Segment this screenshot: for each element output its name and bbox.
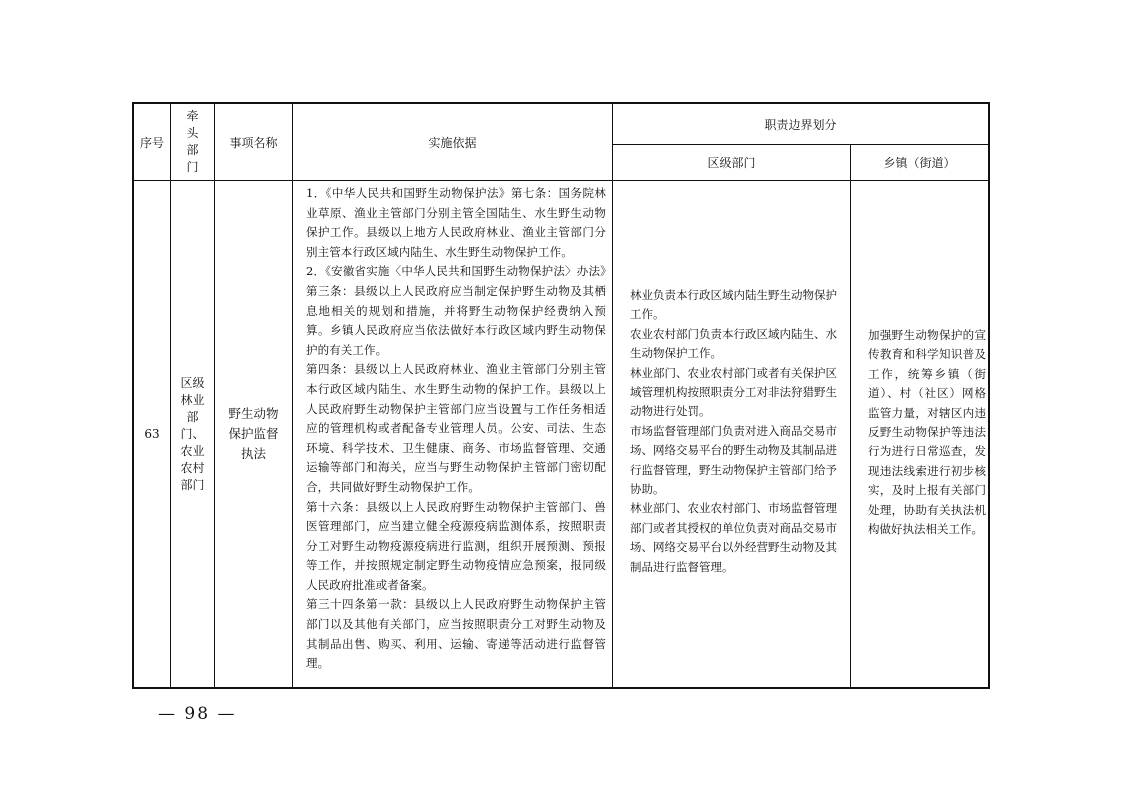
district-paragraph: 林业负责本行政区域内陆生野生动物保护工作。 [630, 288, 837, 322]
header-town: 乡镇（街道） [883, 156, 956, 170]
row-district [622, 286, 850, 577]
col-divider [612, 104, 613, 687]
responsibility-table [132, 102, 990, 689]
header-item: 事项名称 [229, 135, 278, 150]
basis-paragraph: 第三十四条第一款：县级以上人民政府野生动物保护主管部门以及其他有关部门，应当按照职责分工对野生动物及其制品出售、购买、利用、运输、寄递等活动进行监督管理。 [306, 597, 606, 671]
basis-paragraph: 1．《中华人民共和国野生动物保护法》第七条：国务院林业草原、渔业主管部门分别主管全国陆生、水生野生动物保护工作。县级以上地方人民政府林业、渔业主管部门分别主管本行政区域内陆生、水生野生动物保护工作。 [306, 186, 606, 259]
row-basis [300, 184, 612, 674]
district-paragraph: 市场监督管理部门负责对进入商品交易市场、网络交易平台的野生动物及其制品进行监督管理，野生动物保护主管部门给予协助。 [630, 423, 837, 497]
district-paragraph: 农业农村部门负责本行政区域内陆生、水生动物保护工作。 [630, 326, 837, 361]
page-number: — 98 — [158, 704, 237, 724]
row-dept: 区级林业部门、农业农村部门 [180, 375, 205, 492]
row-item: 野生动物保护监督执法 [228, 406, 279, 461]
col-divider [850, 144, 851, 687]
district-paragraph: 林业部门、农业农村部门、市场监督管理部门或者其授权的单位负责对商品交易市场、网络交易平台以外经营野生动物及其制品进行监督管理。 [630, 501, 837, 574]
header-dept: 牵头部门 [186, 109, 199, 174]
header-basis: 实施依据 [428, 135, 477, 150]
header-seq: 序号 [139, 135, 164, 150]
district-paragraph: 林业部门、农业农村部门或者有关保护区域管理机构按照职责分工对非法狩猎野生动物进行处罚。 [630, 365, 837, 419]
header-district: 区级部门 [707, 156, 756, 170]
header-boundary: 职责边界划分 [764, 117, 837, 132]
basis-paragraph: 2．《安徽省实施〈中华人民共和国野生动物保护法〉办法》第三条：县级以上人民政府应当制定保护野生动物及其栖息地相关的规划和措施，并将野生动物保护经费纳入预算。乡镇人民政府应当依法做好本行政区域内野生动物保护的有关工作。 [306, 264, 606, 357]
col-divider [292, 104, 293, 687]
basis-paragraph: 第十六条：县级以上人民政府野生动物保护主管部门、兽医管理部门，应当建立健全疫源疫病监测体系，按照职责分工对野生动物疫源疫病进行监测，组织开展预测、预报等工作，并按照规定制定野生动物疫情应急预案，报同级人民政府批准或者备案。 [306, 499, 606, 592]
row-seq: 63 [144, 427, 160, 441]
basis-paragraph: 第四条：县级以上人民政府林业、渔业主管部门分别主管本行政区域内陆生、水生野生动物的保护工作。县级以上人民政府野生动物保护主管部门应当设置与工作任务相适应的管理机构或者配备专业管理人员。公安、司法、生态环境、科学技术、卫生健康、商务、市场监督管理、交通运输等部门和海关，应当与野生动物保护主管部门密切配合，共同做好野生动物保护工作。 [306, 362, 606, 494]
row-town: 加强野生动物保护的宣传教育和科学知识普及工作，统筹乡镇（街道）、村（社区）网格监管力量，对辖区内违反野生动物保护等违法行为进行日常巡查，发现违法线索进行初步核实，及时上报有关部门处理，协助有关执法机构做好执法相关工作。 [868, 328, 986, 537]
